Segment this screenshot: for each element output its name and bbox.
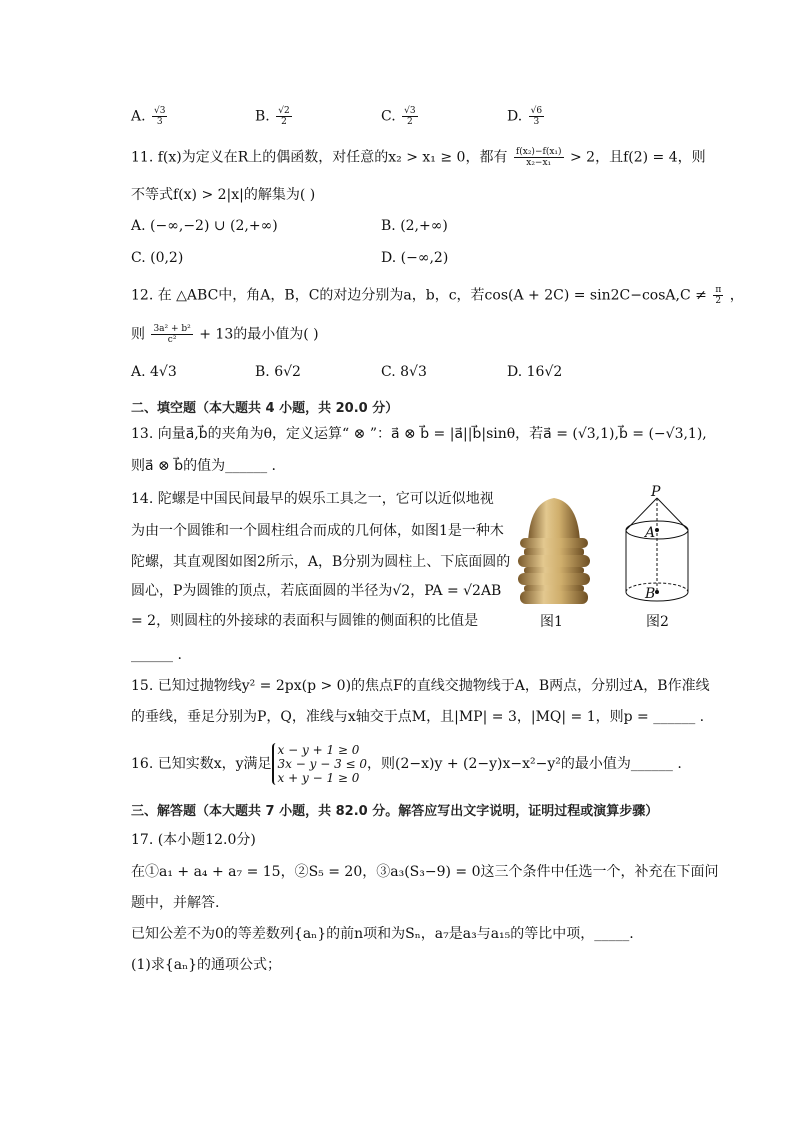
q10-option-d: D. $\frac{√6}{3}$	[507, 106, 543, 127]
q14-line-4: 圆心，P为圆锥的顶点，若底面圆的半径为√2，PA = √2AB	[131, 583, 502, 599]
q12-option-c: C. 8√3	[381, 364, 427, 380]
q11-option-a: A. (−∞,−2) ∪ (2,+∞)	[131, 218, 278, 234]
q12-option-d: D. 16√2	[507, 364, 563, 380]
q12-stem-line2: 则 $\frac{\text{3a² + b²}}{\text{c²}}$ + 13的最小值为( )	[131, 324, 319, 345]
q14-line-3: 陀螺，其直观图如图2所示，A，B分别为圆柱上、下底面圆的	[131, 554, 511, 570]
q17-line-2: 题中，并解答.	[131, 895, 220, 911]
q11-option-c: C. (0,2)	[131, 250, 184, 266]
q14-line-1: 14. 陀螺是中国民间最早的娱乐工具之一，它可以近似地视	[131, 491, 494, 507]
section-solutions-heading: 三、解答题（本大题共 7 小题，共 82.0 分。解答应写出文字说明，证明过程或演算步骤）	[131, 804, 659, 819]
q15-stem-line1: 15. 已知过抛物线y² = 2px(p > 0)的焦点F的直线交抛物线于A，B两点，分别过A，B作准线	[131, 678, 710, 694]
q14-line-6: ______ .	[131, 647, 182, 663]
figure-2-caption: 图2	[646, 614, 669, 630]
q17-line-3: 已知公差不为0的等差数列{aₙ}的前n项和为Sₙ，a₇是a₃与a₁₅的等比中项，_____.	[131, 926, 634, 942]
point-p-label: P	[651, 484, 661, 500]
q15-stem-line2: 的垂线，垂足分别为P，Q，准线与x轴交于点M，且|MP| = 3，|MQ| = 1，则p = ______ .	[131, 709, 705, 725]
q12-option-b: B. 6√2	[255, 364, 301, 380]
point-a-label: A	[645, 525, 656, 541]
section-fill-in-heading: 二、填空题（本大题共 4 小题，共 20.0 分）	[131, 401, 399, 416]
q11-stem-line2: 不等式f(x) > 2|x|的解集为( )	[131, 187, 316, 203]
q12-stem-line1: 12. 在 △ABC中，角A，B，C的对边分别为a，b，c，若cos(A + 2C) = sin2C−cosA,C ≠ $\frac{\pi}{2}$ ，	[131, 285, 744, 306]
q17-header: 17. (本小题12.0分)	[131, 832, 256, 848]
cone-cylinder-diagram	[618, 486, 698, 608]
q14-line-5: = 2，则圆柱的外接球的表面积与圆锥的侧面积的比值是	[131, 613, 479, 629]
q16-constraint-system: x − y + 1 ≥ 0 3x − y − 3 ≤ 0 x + y − 1 ≥ 0	[272, 743, 368, 785]
figure-1-caption: 图1	[540, 614, 563, 630]
q10-option-b: B. $\frac{√2}{2}$	[255, 106, 290, 127]
point-b-label: B	[645, 586, 656, 602]
q10-option-a: A. $\frac{√3}{3}$	[131, 106, 166, 127]
q10-option-c: C. $\frac{√3}{2}$	[381, 106, 416, 127]
q17-line-4: (1)求{aₙ}的通项公式；	[131, 957, 282, 973]
q13-stem-line2: 则a⃗ ⊗ b⃗的值为______ .	[131, 458, 276, 474]
q11-option-b: B. (2,+∞)	[381, 218, 448, 234]
q13-stem-line1: 13. 向量a⃗,b⃗的夹角为θ，定义运算“ ⊗ ”：a⃗ ⊗ b⃗ = |a⃗||b⃗|sinθ，若a⃗ = (√3,1),b⃗ = (−√3,1),	[131, 426, 707, 442]
q12-option-a: A. 4√3	[131, 364, 177, 380]
wooden-top-photo	[508, 494, 600, 606]
q11-stem-line1: 11. f(x)为定义在R上的偶函数，对任意的x₂ > x₁ ≥ 0，都有 $\frac{\text{f(x₂)−f(x₁)}}{\text{x₂−x₁}}$ > 2，且f(2) = 4，则	[131, 147, 706, 168]
q17-line-1: 在①a₁ + a₄ + a₇ = 15，②S₅ = 20，③a₃(S₃−9) = 0这三个条件中任选一个，补充在下面问	[131, 864, 719, 880]
q14-line-2: 为由一个圆锥和一个圆柱组合而成的几何体，如图1是一种木	[131, 523, 504, 539]
q16-stem: 16. 已知实数x，y满足 x − y + 1 ≥ 0 3x − y − 3 ≤ 0 x + y − 1 ≥ 0 ，则(2−x)y + (2−y)x−x²−y²的最小值为______ .	[131, 743, 682, 785]
q11-option-d: D. (−∞,2)	[381, 250, 449, 266]
